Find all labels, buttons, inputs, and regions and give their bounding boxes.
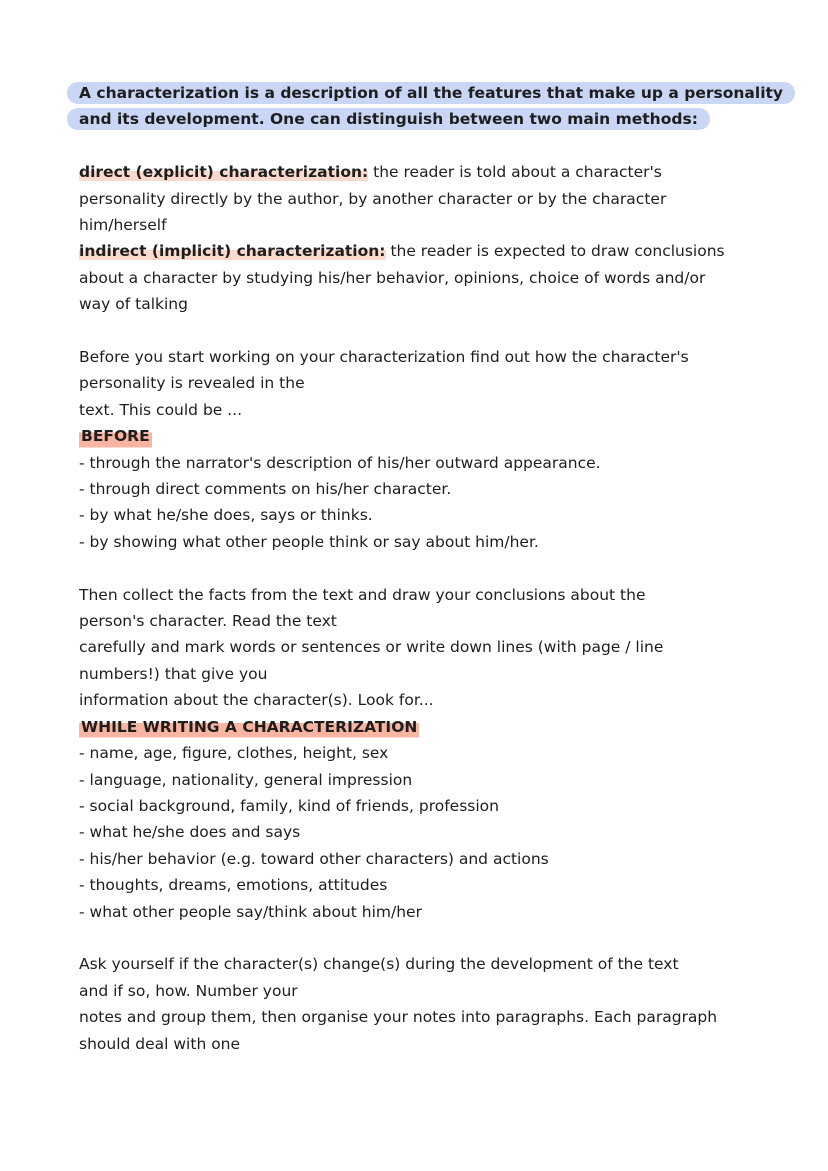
list-item: - what other people say/think about him/her xyxy=(79,902,422,921)
document-body xyxy=(79,80,784,1057)
indirect-text-1: the reader is expected to draw conclusions xyxy=(385,242,725,261)
closing-line-4: should deal with one xyxy=(79,1034,241,1053)
while-para-1: Then collect the facts from the text and draw your conclusions about the xyxy=(79,585,646,604)
before-heading: BEFORE xyxy=(79,423,152,449)
intro-line-2: and its development. One can distinguish between two main methods: xyxy=(67,108,710,130)
intro-line-1: A characterization is a description of all the features that make up a personality xyxy=(67,82,795,104)
closing-line-2: and if so, how. Number your xyxy=(79,981,298,1000)
methods-block xyxy=(79,159,769,317)
direct-term: direct (explicit) characterization: xyxy=(79,163,369,182)
while-heading: WHILE WRITING A CHARACTERIZATION xyxy=(79,714,419,740)
list-item: - through the narrator's description of his/her outward appearance. xyxy=(79,453,601,472)
direct-text-1: the reader is told about a character's xyxy=(368,163,662,182)
while-section xyxy=(79,582,769,925)
before-section xyxy=(79,344,769,555)
before-para-1: Before you start working on your characterization find out how the character's xyxy=(79,348,689,367)
indirect-text-2: about a character by studying his/her behavior, opinions, choice of words and/or xyxy=(79,268,706,287)
list-item: - name, age, figure, clothes, height, sex xyxy=(79,744,389,763)
direct-text-2: personality directly by the author, by another character or by the character xyxy=(79,189,667,208)
list-item: - by what he/she does, says or thinks. xyxy=(79,506,373,525)
list-item: - through direct comments on his/her character. xyxy=(79,480,452,499)
before-para-3: text. This could be ... xyxy=(79,400,243,419)
list-item: - what he/she does and says xyxy=(79,823,301,842)
while-para-2: person's character. Read the text xyxy=(79,612,337,631)
list-item: - by showing what other people think or say about him/her. xyxy=(79,532,539,551)
list-item: - his/her behavior (e.g. toward other characters) and actions xyxy=(79,849,549,868)
while-para-5: information about the character(s). Look for... xyxy=(79,691,434,710)
list-item: - thoughts, dreams, emotions, attitudes xyxy=(79,876,388,895)
before-para-2: personality is revealed in the xyxy=(79,374,305,393)
while-para-3: carefully and mark words or sentences or write down lines (with page / line xyxy=(79,638,664,657)
list-item: - social background, family, kind of friends, profession xyxy=(79,796,499,815)
closing-line-1: Ask yourself if the character(s) change(s) during the development of the text xyxy=(79,955,679,974)
list-item: - language, nationality, general impression xyxy=(79,770,413,789)
indirect-term: indirect (implicit) characterization: xyxy=(79,242,386,261)
while-para-4: numbers!) that give you xyxy=(79,664,268,683)
closing-section xyxy=(79,951,769,1057)
closing-line-3: notes and group them, then organise your notes into paragraphs. Each paragraph xyxy=(79,1008,718,1027)
direct-text-3: him/herself xyxy=(79,216,167,235)
indirect-text-3: way of talking xyxy=(79,295,188,314)
intro-block xyxy=(67,80,784,133)
